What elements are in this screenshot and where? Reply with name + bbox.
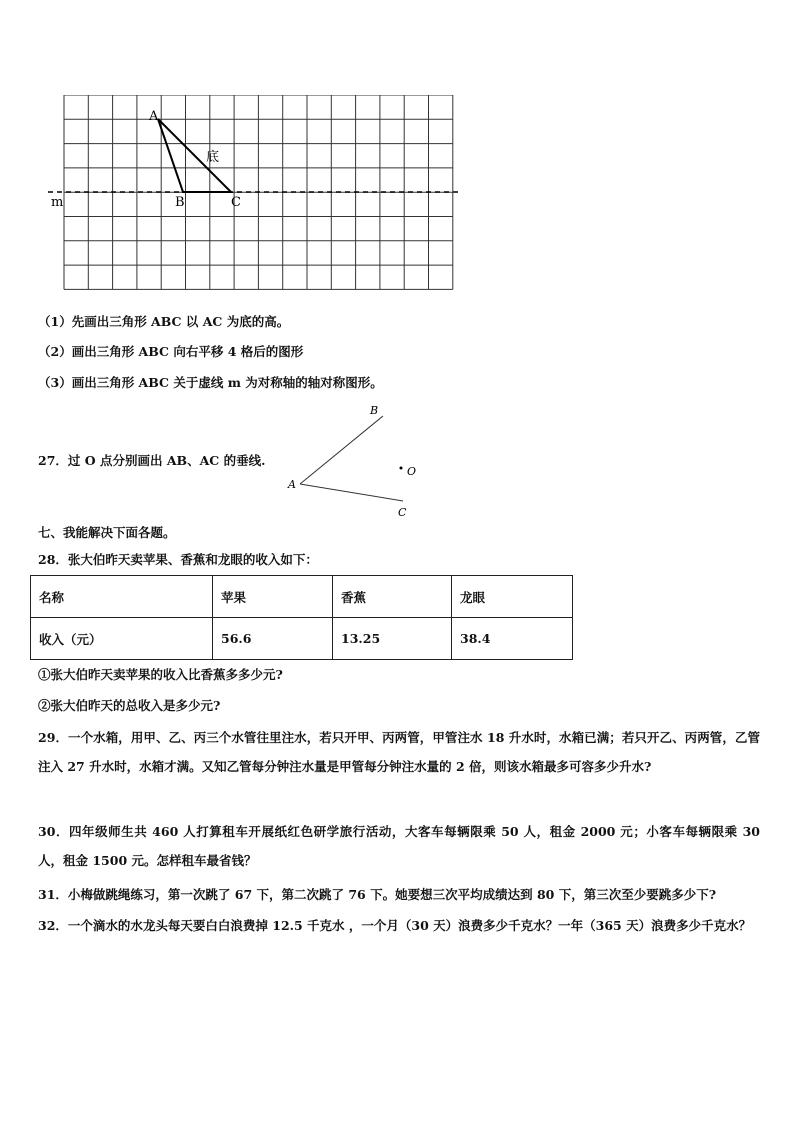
- label-c: C: [231, 195, 241, 210]
- q28-sub2: ②张大伯昨天的总收入是多少元?: [38, 698, 221, 713]
- q31-text: 31．小梅做跳绳练习，第一次跳了 67 下，第二次跳了 76 下。她要想三次平均成绩达到 80 下，第三次至少要跳多少下?: [38, 887, 717, 902]
- q26-sub2: （2）画出三角形 ABC 向右平移 4 格后的图形: [38, 344, 304, 359]
- label-base: 底: [206, 150, 220, 165]
- triangle-abc: [158, 119, 231, 192]
- angle-figure: [280, 400, 430, 525]
- label-c: C: [398, 506, 407, 519]
- table-cell: 龙眼: [452, 576, 573, 618]
- table-cell: 13.25: [333, 618, 452, 660]
- q28-sub1: ①张大伯昨天卖苹果的收入比香蕉多多少元?: [38, 667, 283, 682]
- ray-ac: [300, 484, 403, 501]
- table-row: [31, 618, 573, 660]
- point-o: [400, 467, 403, 470]
- table-cell: 56.6: [213, 618, 333, 660]
- table-cell: 收入（元）: [31, 618, 213, 660]
- table-cell: 名称: [31, 576, 213, 618]
- q27-text: 27．过 O 点分别画出 AB、AC 的垂线.: [38, 453, 266, 468]
- label-a: A: [288, 478, 296, 491]
- ray-ab: [300, 416, 383, 484]
- q32-text: 32．一个滴水的水龙头每天要白白浪费掉 12.5 千克水 ，一个月（30 天）浪费多少千克水？一年（365 天）浪费多少千克水？: [38, 918, 752, 933]
- income-table: [30, 575, 573, 660]
- label-a: A: [149, 109, 159, 124]
- label-m: m: [51, 195, 64, 210]
- table-cell: 香蕉: [333, 576, 452, 618]
- q28-text: 28．张大伯昨天卖苹果、香蕉和龙眼的收入如下：: [38, 552, 318, 567]
- q26-sub3: （3）画出三角形 ABC 关于虚线 m 为对称轴的轴对称图形。: [38, 375, 383, 390]
- q29-text: 29．一个水箱，用甲、乙、丙三个水管往里注水，若只开甲、丙两管，甲管注水 18 升水时，水箱已满；若只开乙、丙两管，乙管注入 27 升水时，水箱才满。又知乙管每分钟注水量是甲管每分钟注水量的 2 倍，则该水箱最多可容多少升水?: [38, 730, 760, 774]
- q30-text: 30．四年级师生共 460 人打算租车开展纸红色研学旅行活动，大客车每辆限乘 50 人，租金 2000 元；小客车每辆限乘 30 人，租金 1500 元。怎样租车最省钱？: [38, 824, 760, 868]
- table-header-row: [31, 576, 573, 618]
- label-b: B: [370, 404, 379, 417]
- label-b: B: [175, 195, 185, 210]
- q26-sub1: （1）先画出三角形 ABC 以 AC 为底的高。: [38, 314, 290, 329]
- label-o: O: [407, 465, 417, 478]
- section-heading: 七、我能解决下面各题。: [38, 525, 176, 540]
- table-cell: 38.4: [452, 618, 573, 660]
- grid-figure: [48, 95, 468, 290]
- table-cell: 苹果: [213, 576, 333, 618]
